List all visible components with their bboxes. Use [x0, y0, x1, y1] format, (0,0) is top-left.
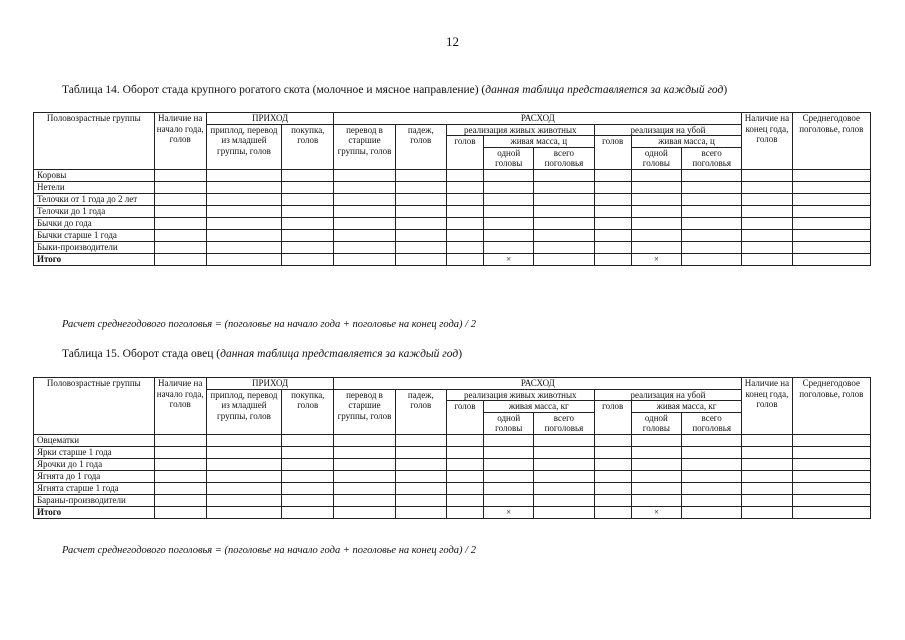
- data-cell[interactable]: [446, 205, 483, 217]
- data-cell[interactable]: [594, 470, 631, 482]
- data-cell[interactable]: [446, 446, 483, 458]
- data-cell[interactable]: [594, 205, 631, 217]
- header-birth: приплод, перевод из младшей группы, голов: [206, 124, 281, 169]
- data-cell[interactable]: [681, 482, 741, 494]
- header-death: падеж, голов: [395, 124, 446, 169]
- data-cell[interactable]: [681, 169, 741, 181]
- data-cell[interactable]: [681, 193, 741, 205]
- header-live-weight: живая масса, кг: [484, 401, 595, 413]
- data-cell[interactable]: [334, 434, 395, 446]
- data-cell[interactable]: [631, 446, 681, 458]
- header-avg-count: Среднегодовое поголовье, голов: [792, 113, 870, 170]
- data-cell[interactable]: [206, 193, 281, 205]
- header-purchase: покупка, голов: [282, 389, 334, 434]
- data-cell[interactable]: [594, 494, 631, 506]
- data-cell[interactable]: [395, 169, 446, 181]
- data-cell[interactable]: [446, 169, 483, 181]
- data-cell[interactable]: [534, 169, 594, 181]
- data-cell[interactable]: [792, 229, 870, 241]
- row-label: Ярки старше 1 года: [34, 446, 155, 458]
- data-cell[interactable]: [282, 446, 334, 458]
- header-live-sale: реализация живых животных: [446, 389, 594, 401]
- header-death: падеж, голов: [395, 389, 446, 434]
- not-applicable-mark: ×: [631, 506, 681, 518]
- data-cell[interactable]: [395, 446, 446, 458]
- data-cell[interactable]: [206, 241, 281, 253]
- header-expense: РАСХОД: [334, 378, 742, 390]
- data-cell[interactable]: [154, 181, 206, 193]
- data-cell[interactable]: [792, 494, 870, 506]
- data-cell[interactable]: [395, 470, 446, 482]
- header-end-count: Наличие на конец года, голов: [742, 378, 792, 435]
- header-total-herd: всего поголовья: [534, 147, 594, 169]
- data-cell[interactable]: [206, 205, 281, 217]
- data-cell[interactable]: [334, 217, 395, 229]
- row-label: Телочки от 1 года до 2 лет: [34, 193, 155, 205]
- caption-main: Таблица 14. Оборот стада крупного рогатого скота (молочное и мясное направление) (: [62, 84, 486, 96]
- page-number: 12: [446, 34, 459, 49]
- data-cell[interactable]: [484, 494, 534, 506]
- data-cell[interactable]: [792, 446, 870, 458]
- data-cell[interactable]: [154, 494, 206, 506]
- header-transfer: перевод в старшие группы, голов: [334, 124, 395, 169]
- data-cell[interactable]: [681, 458, 741, 470]
- data-cell[interactable]: [334, 506, 395, 518]
- data-cell[interactable]: [334, 253, 395, 265]
- not-applicable-mark: ×: [631, 253, 681, 265]
- data-cell[interactable]: [395, 482, 446, 494]
- data-cell[interactable]: [282, 470, 334, 482]
- data-cell[interactable]: [334, 458, 395, 470]
- data-cell[interactable]: [154, 169, 206, 181]
- data-cell[interactable]: [631, 434, 681, 446]
- data-cell[interactable]: [631, 193, 681, 205]
- table-15-caption: [62, 348, 462, 360]
- data-cell[interactable]: [395, 193, 446, 205]
- header-start-count: Наличие на начало года, голов: [154, 378, 206, 435]
- data-cell[interactable]: [154, 434, 206, 446]
- data-cell[interactable]: [792, 181, 870, 193]
- data-cell[interactable]: [631, 494, 681, 506]
- data-cell[interactable]: [594, 181, 631, 193]
- data-cell[interactable]: [484, 217, 534, 229]
- caption-italic: данная таблица представляется за каждый год: [220, 348, 459, 360]
- total-row: [34, 253, 871, 265]
- row-label: Нетели: [34, 181, 155, 193]
- not-applicable-mark: ×: [484, 253, 534, 265]
- data-cell[interactable]: [792, 193, 870, 205]
- table-row: [34, 470, 871, 482]
- data-cell[interactable]: [282, 506, 334, 518]
- data-cell[interactable]: [154, 241, 206, 253]
- data-cell[interactable]: [742, 217, 792, 229]
- row-label: Итого: [34, 253, 155, 265]
- header-live-weight: живая масса, ц: [484, 136, 595, 148]
- data-cell[interactable]: [681, 434, 741, 446]
- data-cell[interactable]: [534, 253, 594, 265]
- data-cell[interactable]: [631, 482, 681, 494]
- data-cell[interactable]: [484, 229, 534, 241]
- row-label: Коровы: [34, 169, 155, 181]
- data-cell[interactable]: [395, 253, 446, 265]
- data-cell[interactable]: [282, 241, 334, 253]
- data-cell[interactable]: [206, 217, 281, 229]
- data-cell[interactable]: [594, 506, 631, 518]
- data-cell[interactable]: [484, 193, 534, 205]
- data-cell[interactable]: [792, 205, 870, 217]
- data-cell[interactable]: [594, 169, 631, 181]
- data-cell[interactable]: [742, 253, 792, 265]
- data-cell[interactable]: [334, 193, 395, 205]
- row-label: Быки-производители: [34, 241, 155, 253]
- data-cell[interactable]: [631, 217, 681, 229]
- data-cell[interactable]: [742, 169, 792, 181]
- data-cell[interactable]: [446, 458, 483, 470]
- data-cell[interactable]: [681, 181, 741, 193]
- data-cell[interactable]: [742, 181, 792, 193]
- data-cell[interactable]: [334, 241, 395, 253]
- data-cell[interactable]: [206, 253, 281, 265]
- data-cell[interactable]: [681, 506, 741, 518]
- data-cell[interactable]: [206, 434, 281, 446]
- data-cell[interactable]: [334, 205, 395, 217]
- data-cell[interactable]: [206, 458, 281, 470]
- data-cell[interactable]: [334, 494, 395, 506]
- header-total-herd: всего поголовья: [681, 412, 741, 434]
- data-cell[interactable]: [742, 458, 792, 470]
- data-cell[interactable]: [446, 229, 483, 241]
- data-cell[interactable]: [484, 205, 534, 217]
- data-cell[interactable]: [282, 253, 334, 265]
- data-cell[interactable]: [534, 193, 594, 205]
- data-cell[interactable]: [681, 241, 741, 253]
- data-cell[interactable]: [742, 446, 792, 458]
- data-cell[interactable]: [534, 217, 594, 229]
- data-cell[interactable]: [742, 482, 792, 494]
- header-live-sale: реализация живых животных: [446, 124, 594, 136]
- data-cell[interactable]: [446, 217, 483, 229]
- data-cell[interactable]: [681, 494, 741, 506]
- header-per-head: одной головы: [484, 147, 534, 169]
- data-cell[interactable]: [395, 229, 446, 241]
- data-cell[interactable]: [534, 446, 594, 458]
- row-label: Бараны-производители: [34, 494, 155, 506]
- data-cell[interactable]: [282, 169, 334, 181]
- table-row: [34, 169, 871, 181]
- data-cell[interactable]: [742, 470, 792, 482]
- table-row: [34, 434, 871, 446]
- data-cell[interactable]: [534, 205, 594, 217]
- data-cell[interactable]: [792, 217, 870, 229]
- header-avg-count: Среднегодовое поголовье, голов: [792, 378, 870, 435]
- data-cell[interactable]: [631, 470, 681, 482]
- data-cell[interactable]: [681, 217, 741, 229]
- data-cell[interactable]: [484, 458, 534, 470]
- data-cell[interactable]: [395, 434, 446, 446]
- data-cell[interactable]: [594, 458, 631, 470]
- header-purchase: покупка, голов: [282, 124, 334, 169]
- data-cell[interactable]: [484, 241, 534, 253]
- data-cell[interactable]: [534, 482, 594, 494]
- data-cell[interactable]: [594, 253, 631, 265]
- caption-main: Таблица 15. Оборот стада овец (: [62, 348, 221, 360]
- data-cell[interactable]: [282, 193, 334, 205]
- table-14-caption: [62, 84, 727, 96]
- table-row: [34, 181, 871, 193]
- row-label: Телочки до 1 года: [34, 205, 155, 217]
- data-cell[interactable]: [154, 205, 206, 217]
- data-cell[interactable]: [681, 446, 741, 458]
- caption-italic: данная таблица представляется за каждый год: [485, 84, 724, 96]
- row-label: Итого: [34, 506, 155, 518]
- data-cell[interactable]: [681, 205, 741, 217]
- data-cell[interactable]: [206, 506, 281, 518]
- data-cell[interactable]: [446, 506, 483, 518]
- header-per-head: одной головы: [484, 412, 534, 434]
- data-cell[interactable]: [534, 470, 594, 482]
- header-heads: голов: [594, 401, 631, 435]
- data-cell[interactable]: [446, 253, 483, 265]
- data-cell[interactable]: [594, 229, 631, 241]
- data-cell[interactable]: [631, 205, 681, 217]
- table-row: [34, 193, 871, 205]
- data-cell[interactable]: [742, 205, 792, 217]
- data-cell[interactable]: [334, 470, 395, 482]
- header-live-weight: живая масса, кг: [631, 401, 742, 413]
- data-cell[interactable]: [206, 482, 281, 494]
- data-cell[interactable]: [742, 434, 792, 446]
- data-cell[interactable]: [282, 217, 334, 229]
- data-cell[interactable]: [282, 458, 334, 470]
- data-cell[interactable]: [334, 229, 395, 241]
- data-cell[interactable]: [534, 241, 594, 253]
- data-cell[interactable]: [154, 470, 206, 482]
- data-cell[interactable]: [631, 458, 681, 470]
- row-label: Ягнята до 1 года: [34, 470, 155, 482]
- data-cell[interactable]: [154, 458, 206, 470]
- data-cell[interactable]: [446, 434, 483, 446]
- data-cell[interactable]: [334, 181, 395, 193]
- data-cell[interactable]: [154, 506, 206, 518]
- data-cell[interactable]: [395, 217, 446, 229]
- data-cell[interactable]: [446, 241, 483, 253]
- data-cell[interactable]: [594, 482, 631, 494]
- row-label: Бычки до года: [34, 217, 155, 229]
- data-cell[interactable]: [154, 446, 206, 458]
- data-cell[interactable]: [594, 446, 631, 458]
- data-cell[interactable]: [395, 494, 446, 506]
- table-15-note: Расчет среднегодового поголовья = (поголовье на начало года + поголовье на конец года) / 2: [62, 545, 476, 556]
- header-income: ПРИХОД: [206, 378, 334, 390]
- header-slaughter: реализация на убой: [594, 124, 742, 136]
- header-heads: голов: [446, 136, 483, 170]
- data-cell[interactable]: [484, 169, 534, 181]
- data-cell[interactable]: [792, 470, 870, 482]
- data-cell[interactable]: [154, 229, 206, 241]
- header-income: ПРИХОД: [206, 113, 334, 125]
- data-cell[interactable]: [154, 217, 206, 229]
- data-cell[interactable]: [334, 446, 395, 458]
- data-cell[interactable]: [334, 169, 395, 181]
- header-heads: голов: [446, 401, 483, 435]
- data-cell[interactable]: [534, 434, 594, 446]
- caption-end: ): [723, 84, 728, 96]
- data-cell[interactable]: [206, 181, 281, 193]
- table-row: [34, 494, 871, 506]
- data-cell[interactable]: [594, 217, 631, 229]
- header-per-head: одной головы: [631, 412, 681, 434]
- table-14-note: Расчет среднегодового поголовья = (поголовье на начало года + поголовье на конец года) / 2: [62, 319, 476, 330]
- data-cell[interactable]: [154, 253, 206, 265]
- data-cell[interactable]: [681, 229, 741, 241]
- data-cell[interactable]: [594, 193, 631, 205]
- data-cell[interactable]: [206, 229, 281, 241]
- data-cell[interactable]: [395, 205, 446, 217]
- header-expense: РАСХОД: [334, 113, 742, 125]
- header-per-head: одной головы: [631, 147, 681, 169]
- data-cell[interactable]: [534, 458, 594, 470]
- data-cell[interactable]: [446, 482, 483, 494]
- data-cell[interactable]: [206, 446, 281, 458]
- row-label: Ягнята старше 1 года: [34, 482, 155, 494]
- data-cell[interactable]: [282, 181, 334, 193]
- data-cell[interactable]: [792, 506, 870, 518]
- data-cell[interactable]: [792, 253, 870, 265]
- data-cell[interactable]: [792, 458, 870, 470]
- header-groups: Половозрастные группы: [34, 113, 155, 170]
- data-cell[interactable]: [446, 181, 483, 193]
- data-cell[interactable]: [282, 434, 334, 446]
- table-row: [34, 205, 871, 217]
- data-cell[interactable]: [206, 169, 281, 181]
- data-cell[interactable]: [395, 458, 446, 470]
- data-cell[interactable]: [742, 506, 792, 518]
- data-cell[interactable]: [792, 241, 870, 253]
- data-cell[interactable]: [282, 482, 334, 494]
- data-cell[interactable]: [631, 181, 681, 193]
- data-cell[interactable]: [154, 193, 206, 205]
- table-row: [34, 241, 871, 253]
- header-slaughter: реализация на убой: [594, 389, 742, 401]
- data-cell[interactable]: [395, 181, 446, 193]
- header-total-herd: всего поголовья: [534, 412, 594, 434]
- data-cell[interactable]: [484, 446, 534, 458]
- data-cell[interactable]: [792, 482, 870, 494]
- data-cell[interactable]: [631, 229, 681, 241]
- row-label: Ярочки до 1 года: [34, 458, 155, 470]
- data-cell[interactable]: [742, 494, 792, 506]
- total-row: [34, 506, 871, 518]
- data-cell[interactable]: [594, 241, 631, 253]
- data-cell[interactable]: [484, 482, 534, 494]
- header-end-count: Наличие на конец года, голов: [742, 113, 792, 170]
- data-cell[interactable]: [334, 482, 395, 494]
- data-cell[interactable]: [395, 506, 446, 518]
- header-total-herd: всего поголовья: [681, 147, 741, 169]
- data-cell[interactable]: [534, 181, 594, 193]
- data-cell[interactable]: [681, 470, 741, 482]
- data-cell[interactable]: [534, 229, 594, 241]
- table-row: [34, 446, 871, 458]
- data-cell[interactable]: [154, 482, 206, 494]
- data-cell[interactable]: [395, 241, 446, 253]
- header-heads: голов: [594, 136, 631, 170]
- header-transfer: перевод в старшие группы, голов: [334, 389, 395, 434]
- data-cell[interactable]: [742, 193, 792, 205]
- table-row: [34, 458, 871, 470]
- data-cell[interactable]: [792, 169, 870, 181]
- data-cell[interactable]: [484, 434, 534, 446]
- data-cell[interactable]: [594, 434, 631, 446]
- header-live-weight: живая масса, ц: [631, 136, 742, 148]
- data-cell[interactable]: [484, 181, 534, 193]
- table-row: [34, 482, 871, 494]
- header-groups: Половозрастные группы: [34, 378, 155, 435]
- data-cell[interactable]: [282, 229, 334, 241]
- data-cell[interactable]: [484, 470, 534, 482]
- data-cell[interactable]: [446, 494, 483, 506]
- header-start-count: Наличие на начало года, голов: [154, 113, 206, 170]
- data-cell[interactable]: [792, 434, 870, 446]
- table-row: [34, 229, 871, 241]
- not-applicable-mark: ×: [484, 506, 534, 518]
- data-cell[interactable]: [534, 506, 594, 518]
- data-cell[interactable]: [282, 494, 334, 506]
- data-cell[interactable]: [534, 494, 594, 506]
- sheep-turnover-table: [33, 377, 871, 519]
- data-cell[interactable]: [446, 193, 483, 205]
- data-cell[interactable]: [742, 229, 792, 241]
- data-cell[interactable]: [631, 169, 681, 181]
- cattle-turnover-table: [33, 112, 871, 266]
- row-label: Овцематки: [34, 434, 155, 446]
- data-cell[interactable]: [681, 253, 741, 265]
- data-cell[interactable]: [742, 241, 792, 253]
- data-cell[interactable]: [282, 205, 334, 217]
- table-row: [34, 217, 871, 229]
- data-cell[interactable]: [631, 241, 681, 253]
- data-cell[interactable]: [206, 494, 281, 506]
- header-birth: приплод, перевод из младшей группы, голов: [206, 389, 281, 434]
- data-cell[interactable]: [206, 470, 281, 482]
- data-cell[interactable]: [446, 470, 483, 482]
- row-label: Бычки старше 1 года: [34, 229, 155, 241]
- caption-end: ): [458, 348, 463, 360]
